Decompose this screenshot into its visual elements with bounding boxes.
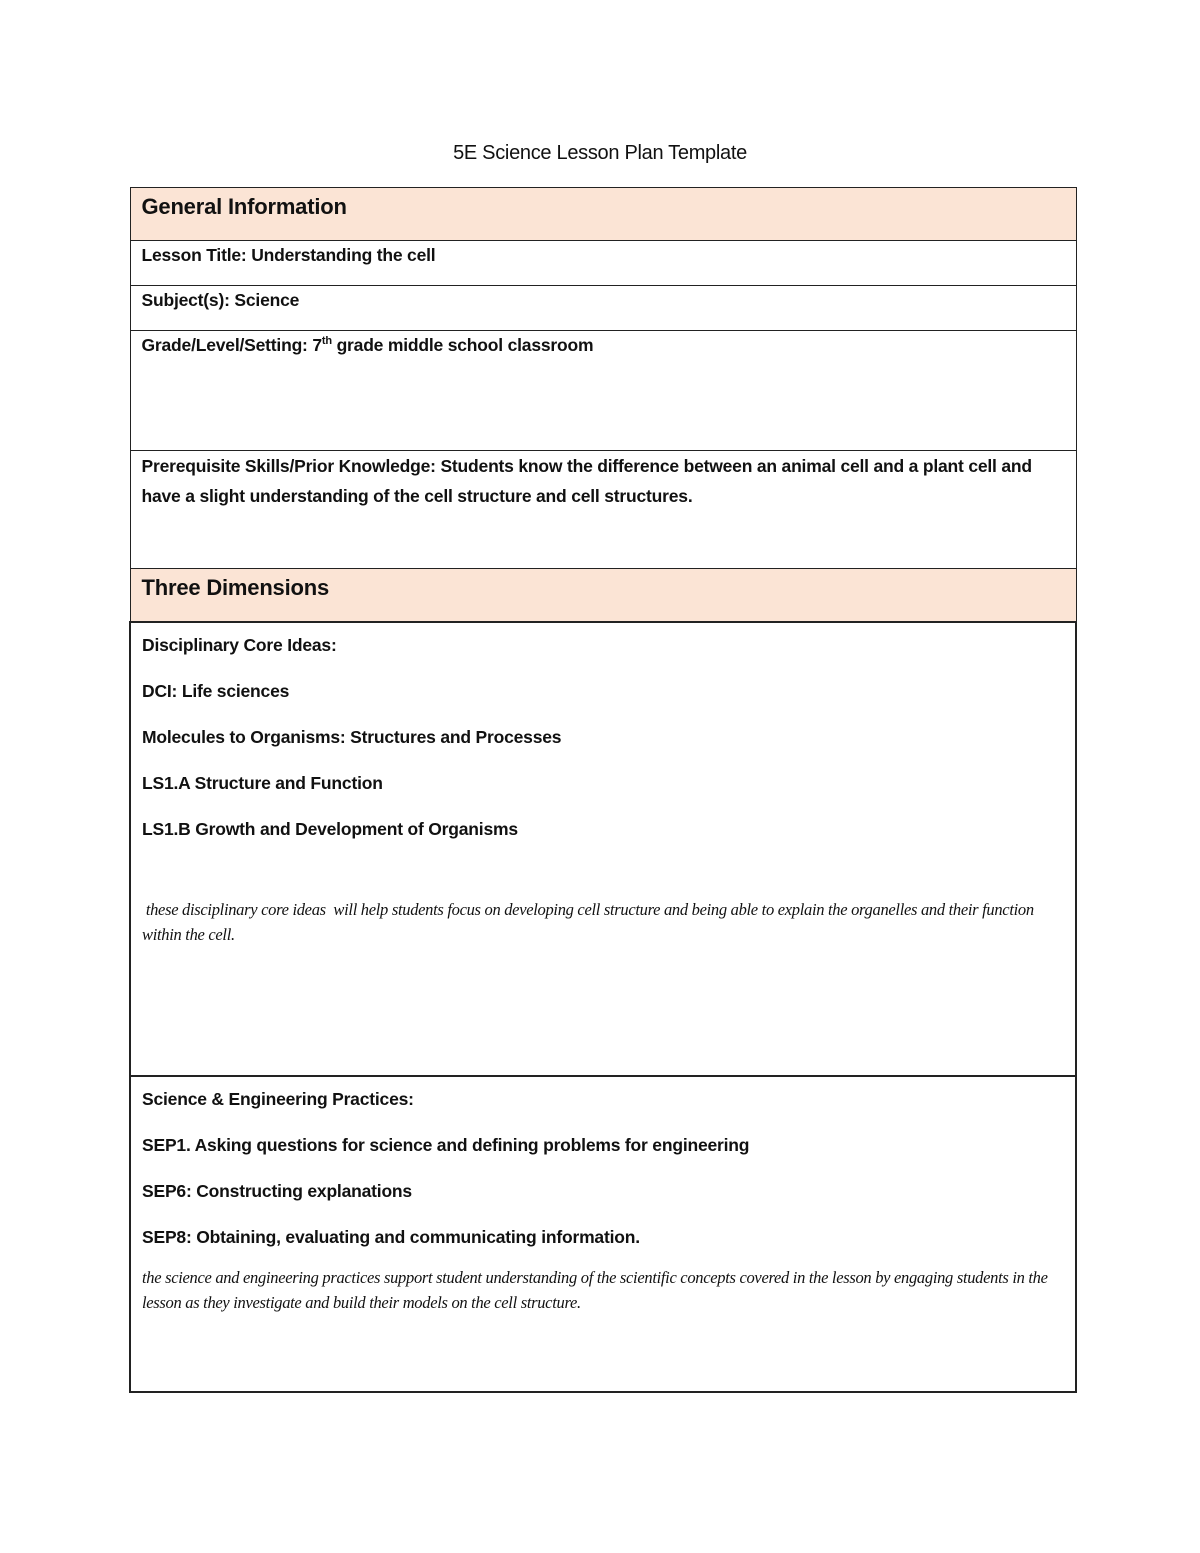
dci-line: LS1.B Growth and Development of Organisms (142, 818, 518, 839)
subject-value: Science (234, 290, 300, 310)
dci-note: these disciplinary core ideas will help students focus on developing cell structure and being able to explain the organelles and their function within the cell. (142, 899, 1038, 944)
dci-cell (130, 622, 1076, 1076)
dci-label: Disciplinary Core Ideas: (142, 634, 337, 655)
grade-number: 7 (312, 335, 322, 355)
general-information-heading: General Information (130, 188, 1076, 241)
sep-note: the science and engineering practices support student understanding of the scientific concepts covered in the lesson by engaging students in the lesson as they investigate and build their models on the cell structure. (142, 1267, 1048, 1312)
lesson-title-label: Lesson Title: (141, 245, 247, 265)
lesson-title-cell (130, 241, 1076, 286)
grade-row (130, 331, 1076, 451)
sep-line: SEP8: Obtaining, evaluating and communicating information. (142, 1226, 640, 1247)
grade-label: Grade/Level/Setting: (141, 335, 308, 355)
subject-cell (130, 286, 1076, 331)
sep-cell (130, 1076, 1076, 1392)
general-information-header-row (130, 188, 1076, 241)
lesson-plan-table (129, 187, 1077, 1393)
sep-row (130, 1076, 1076, 1392)
document-title: 5E Science Lesson Plan Template (453, 142, 747, 164)
prerequisite-row (130, 451, 1076, 569)
dci-row (130, 622, 1076, 1076)
grade-cell (130, 331, 1076, 451)
sep-label: Science & Engineering Practices: (142, 1088, 414, 1109)
sep-line: SEP6: Constructing explanations (142, 1180, 412, 1201)
prerequisite-cell (130, 451, 1076, 569)
subject-row (130, 286, 1076, 331)
prerequisite-value: Students know the difference between an animal cell and a plant cell and have a slight understanding of the cell structure and cell structures. (141, 456, 1032, 506)
subject-label: Subject(s): (141, 290, 230, 310)
sep-line: SEP1. Asking questions for science and defining problems for engineering (142, 1134, 750, 1155)
grade-ordinal-suffix: th (321, 335, 332, 348)
prerequisite-label: Prerequisite Skills/Prior Knowledge: (141, 456, 436, 476)
three-dimensions-heading: Three Dimensions (130, 569, 1076, 622)
lesson-title-row (130, 241, 1076, 286)
lesson-title-value: Understanding the cell (251, 245, 436, 265)
dci-line: Molecules to Organisms: Structures and Processes (142, 726, 562, 747)
dci-line: LS1.A Structure and Function (142, 772, 383, 793)
dci-line: DCI: Life sciences (142, 680, 290, 701)
grade-setting: grade middle school classroom (336, 335, 594, 355)
three-dimensions-header-row (130, 569, 1076, 622)
